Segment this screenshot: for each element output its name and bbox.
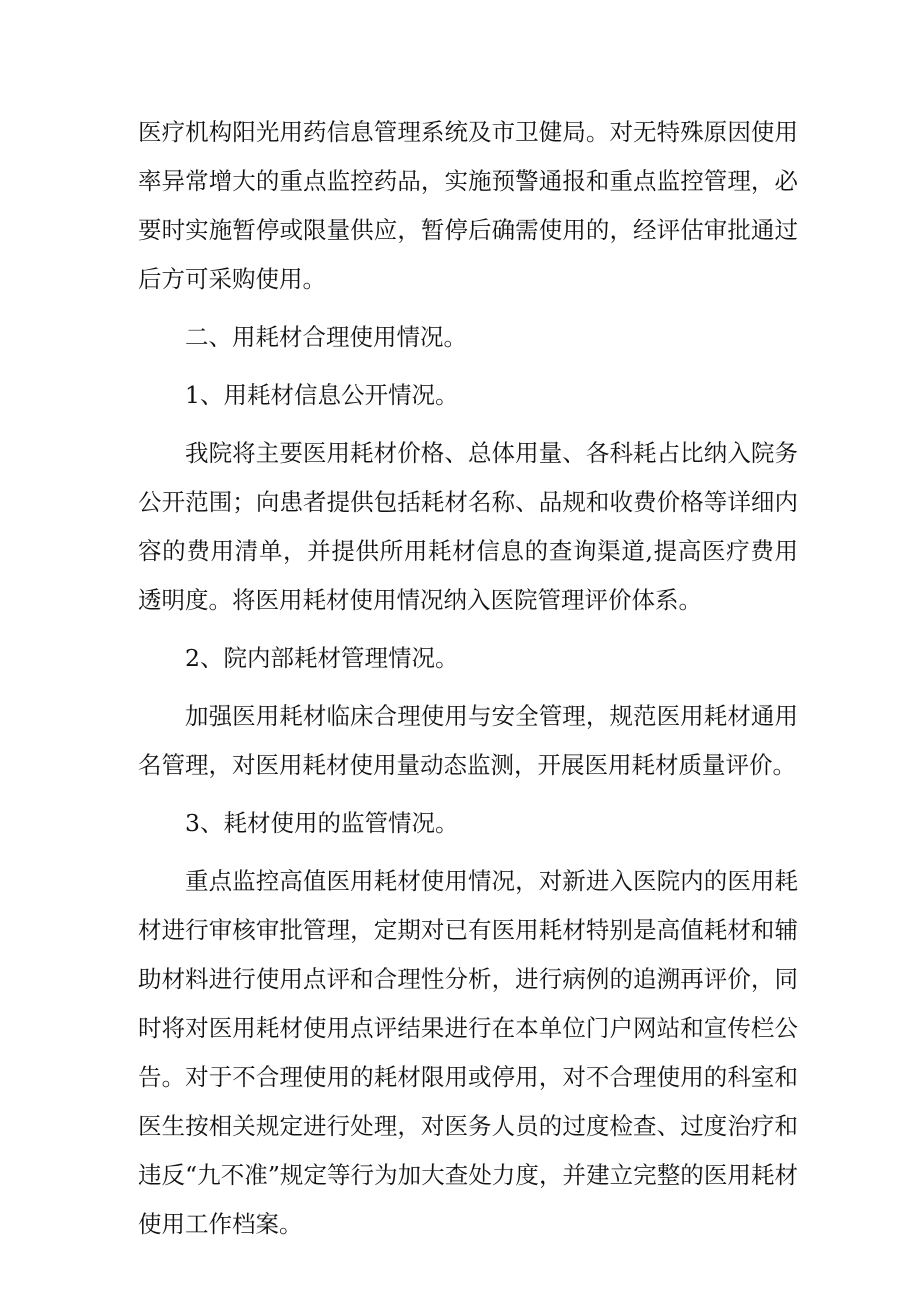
paragraph-supervision: 重点监控高值医用耗材使用情况，对新进入医院内的医用耗材进行审核审批管理，定期对已有医用耗材特别是高值耗材和辅助材料进行使用点评和合理性分析，进行病例的追溯再评价，同时将对医用耗材使用点评结果进行在本单位门户网站和宣传栏公告。对于不合理使用的耗材限用或停用，对不合理使用的科室和医生按相关规定进行处理，对医务人员的过度检查、过度治疗和违反“九不准”规定等行为加大查处力度，并建立完整的医用耗材使用工作档案。 <box>138 867 798 1238</box>
section-heading-consumables: 二、用耗材合理使用情况。 <box>185 323 467 351</box>
document-body <box>138 108 798 1258</box>
subheading-info-disclosure: 1、用耗材信息公开情况。 <box>185 381 459 409</box>
paragraph-internal-management: 加强医用耗材临床合理使用与安全管理，规范医用耗材通用名管理，对医用耗材使用量动态监测，开展医用耗材质量评价。 <box>138 702 798 779</box>
subheading-supervision: 3、耗材使用的监管情况。 <box>185 809 459 837</box>
subheading-internal-management: 2、院内部耗材管理情况。 <box>185 644 459 672</box>
paragraph-intro-continuation: 医疗机构阳光用药信息管理系统及市卫健局。对无特殊原因使用率异常增大的重点监控药品，实施预警通报和重点监控管理，必要时实施暂停或限量供应，暂停后确需使用的，经评估审批通过后方可采购使用。 <box>138 118 798 293</box>
paragraph-info-disclosure: 我院将主要医用耗材价格、总体用量、各科耗占比纳入院务公开范围；向患者提供包括耗材名称、品规和收费价格等详细内容的费用清单，并提供所用耗材信息的查询渠道,提高医疗费用透明度。将医用耗材使用情况纳入医院管理评价体系。 <box>138 439 798 614</box>
